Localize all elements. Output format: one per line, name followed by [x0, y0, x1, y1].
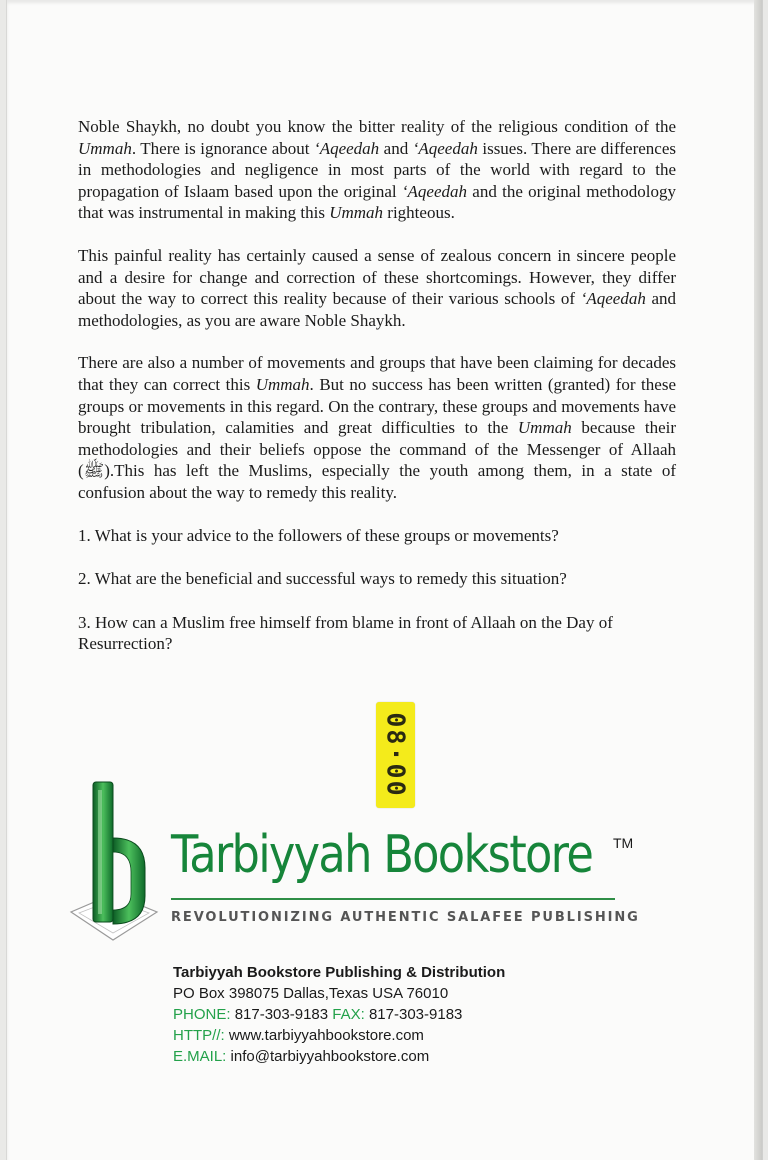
italic-term: ‘Aqeedah — [314, 138, 380, 158]
website-line — [173, 1025, 505, 1046]
text-run: because their methodologies and their beliefs oppose the command of the Messenger of Allaah (ﷺ).This has left the Muslims, especially the youth among them, in a state of confusion about the way to remedy this reality. — [78, 418, 676, 502]
italic-term: Ummah — [517, 418, 572, 438]
text-run: There are also a number of movements and groups that have been claiming for decades that they can correct this — [78, 353, 676, 394]
paragraph — [78, 352, 676, 503]
price-sticker — [376, 702, 415, 808]
publisher-title: Tarbiyyah Bookstore Publishing & Distribution — [173, 964, 506, 981]
question-1: 1. What is your advice to the followers of these groups or movements? — [78, 525, 559, 545]
email-line — [173, 1046, 505, 1067]
bookstore-logo-icon — [65, 776, 165, 950]
phone-number: 817-303-9183 — [234, 1006, 329, 1023]
text-run: and the original methodology that was instrumental in making this — [78, 181, 676, 223]
italic-term: Ummah — [329, 203, 384, 223]
italic-term: ‘Aqeedah — [580, 289, 646, 309]
brand-divider — [171, 898, 615, 900]
fax-label: FAX: — [332, 1006, 365, 1023]
text-run: Noble Shaykh, no doubt you know the bitter reality of the religious condition of the — [78, 117, 676, 136]
email-address: info@tarbiyyahbookstore.com — [230, 1048, 430, 1065]
page-edge-shadow — [754, 0, 762, 1160]
phone-fax-line — [173, 1004, 505, 1025]
text-run: This painful reality has certainly caused a sense of zealous concern in sincere people and a desire for change and correction of these shortcomings. However, they differ about the way to correct this reality because of their various schools of — [78, 245, 676, 309]
website-url: www.tarbiyyahbookstore.com — [228, 1027, 424, 1044]
trademark-mark: TM — [613, 835, 634, 851]
question-2: 2. What are the beneficial and successful ways to remedy this situation? — [78, 569, 567, 589]
text-run: righteous. — [383, 203, 455, 223]
publisher-contact — [173, 962, 505, 1067]
text-run: . But no success has been written (granted) for these groups or movements in this regard. On the contrary, these groups and movements have brought tribulation, calamities and great difficulties to the — [78, 374, 676, 438]
text-run: . There is ignorance about — [131, 138, 315, 158]
body-text — [78, 116, 676, 677]
italic-term: Ummah — [78, 138, 132, 158]
postal-address: PO Box 398075 Dallas,Texas USA 76010 — [173, 985, 449, 1002]
fax-number: 817-303-9183 — [368, 1006, 463, 1023]
italic-term: ‘Aqeedah — [412, 138, 478, 158]
price-sticker-text: 08·00 — [381, 712, 410, 798]
text-run: and — [379, 138, 413, 158]
question-3: 3. How can a Muslim free himself from blame in front of Allaah on the Day of Resurrection? — [78, 612, 613, 654]
phone-label: PHONE: — [173, 1006, 231, 1023]
italic-term: Ummah — [255, 374, 310, 394]
italic-term: ‘Aqeedah — [401, 181, 468, 201]
paragraph — [78, 116, 676, 224]
email-label: E.MAIL: — [173, 1048, 227, 1065]
brand-name: Tarbiyyah Bookstore — [171, 825, 593, 885]
paragraph — [78, 245, 676, 331]
website-label: HTTP//: — [173, 1027, 225, 1044]
text-run: and methodologies, as you are aware Noble Shaykh. — [78, 289, 676, 330]
text-run: issues. There are differences in methodologies and negligence in most parts of the world with regard to the propagation of Islaam based upon the original — [78, 138, 676, 201]
back-cover — [6, 0, 763, 1160]
brand-tagline: REVOLUTIONIZING AUTHENTIC SALAFEE PUBLISHING — [171, 910, 640, 925]
